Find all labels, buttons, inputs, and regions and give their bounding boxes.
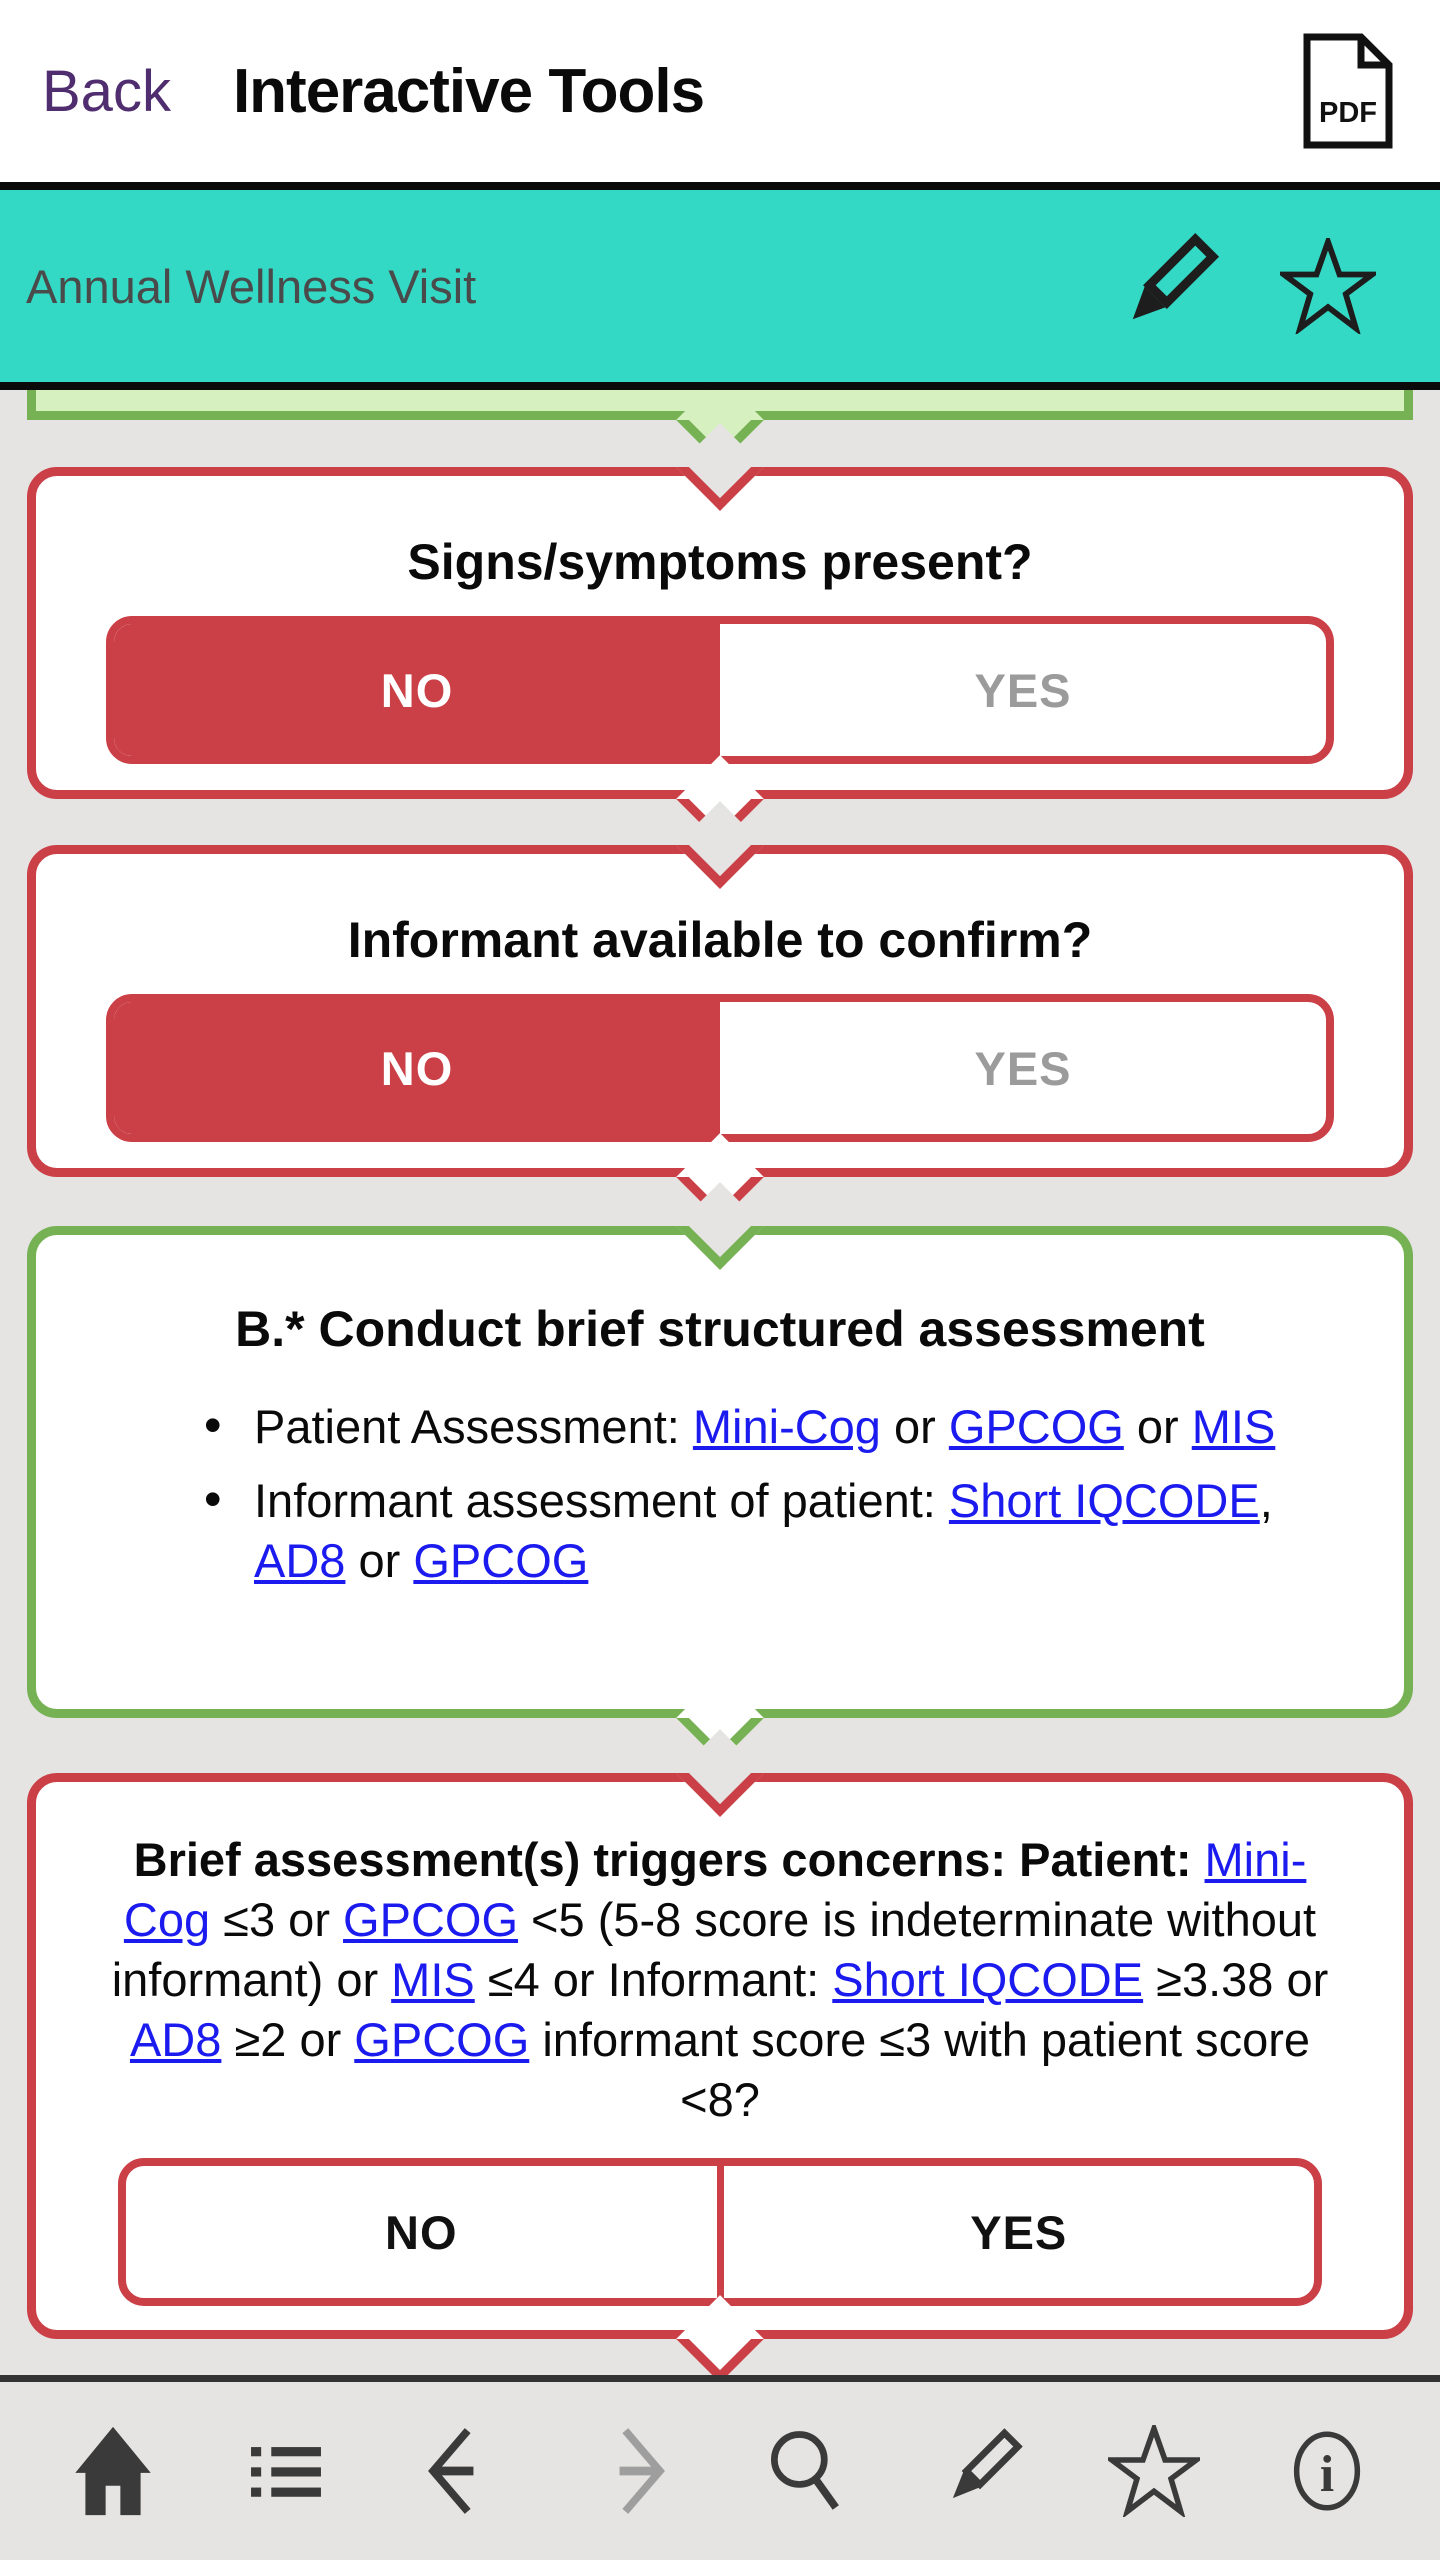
- answer-button-group: [118, 2158, 1322, 2306]
- inline-link[interactable]: Mini-Cog: [123, 1833, 1307, 1946]
- pdf-export-icon[interactable]: [1298, 32, 1398, 150]
- divider-line: [0, 382, 1440, 390]
- question-title: Informant available to confirm?: [347, 912, 1093, 968]
- yes-button[interactable]: YES: [970, 2205, 1068, 2259]
- wellness-banner: [0, 190, 1440, 382]
- text-segment: ≤3 or: [210, 1893, 344, 1946]
- text-segment: or: [1123, 1400, 1192, 1453]
- inline-link[interactable]: Mini-Cog: [692, 1400, 881, 1453]
- forward-arrow-icon[interactable]: [583, 2421, 683, 2521]
- text-segment: ≥2 or: [221, 2013, 355, 2066]
- connector-notch: [676, 1182, 764, 1270]
- inline-link[interactable]: MIS: [391, 1953, 475, 2006]
- no-button[interactable]: NO: [126, 2166, 724, 2298]
- inline-link[interactable]: GPCOG: [343, 1893, 518, 1946]
- edit-pencil-icon[interactable]: [930, 2421, 1030, 2521]
- question-title: Signs/symptoms present?: [407, 534, 1033, 590]
- text-segment: or: [345, 1534, 414, 1587]
- no-button[interactable]: NO: [114, 1002, 720, 1134]
- text-segment: Brief assessment(s) triggers concerns: Patient:: [133, 1833, 1205, 1886]
- toolbar-divider-line: [0, 2375, 1440, 2382]
- text-segment: ≥3.38 or: [1143, 1953, 1329, 2006]
- bullet-item: [254, 1397, 1334, 1457]
- connector-notch: [676, 1729, 764, 1817]
- assessment-bullet-list: [76, 1397, 1364, 1591]
- answer-button-group: [106, 994, 1334, 1142]
- text-segment: ≤4 or Informant:: [474, 1953, 833, 2006]
- inline-link[interactable]: AD8: [129, 2013, 222, 2066]
- svg-text:i: i: [1320, 2446, 1335, 2504]
- flow-node-triggers-concerns: [27, 1773, 1413, 2339]
- back-arrow-icon[interactable]: [410, 2421, 510, 2521]
- inline-link[interactable]: Short IQCODE: [832, 1953, 1144, 2006]
- question-title: [88, 1830, 1352, 2130]
- tool-title: Annual Wellness Visit: [26, 259, 477, 313]
- flow-node-previous-partial: [27, 390, 1413, 420]
- flow-node-signs-symptoms: [27, 467, 1413, 799]
- inline-link[interactable]: GPCOG: [948, 1400, 1124, 1453]
- flow-node-structured-assessment: [27, 1226, 1413, 1718]
- connector-notch: [676, 801, 764, 889]
- back-button[interactable]: Back: [42, 58, 171, 124]
- answer-button-group: [106, 616, 1334, 764]
- yes-button[interactable]: YES: [974, 663, 1072, 717]
- no-button[interactable]: NO: [114, 624, 720, 756]
- connector-notch: [676, 423, 764, 511]
- text-segment: Patient Assessment:: [254, 1400, 693, 1453]
- search-icon[interactable]: [757, 2421, 857, 2521]
- assessment-title: B.* Conduct brief structured assessment: [235, 1301, 1205, 1357]
- inline-link[interactable]: MIS: [1191, 1400, 1276, 1453]
- home-icon[interactable]: [63, 2421, 163, 2521]
- page-title: Interactive Tools: [232, 56, 705, 126]
- text-segment: Informant assessment of patient:: [254, 1474, 949, 1527]
- inline-link[interactable]: Short IQCODE: [948, 1474, 1260, 1527]
- favorite-star-icon[interactable]: [1280, 238, 1376, 334]
- yes-button[interactable]: YES: [974, 1041, 1072, 1095]
- inline-link[interactable]: GPCOG: [413, 1534, 589, 1587]
- connector-arrow-down: [676, 2295, 764, 2375]
- edit-pencil-icon[interactable]: [1110, 230, 1222, 342]
- info-icon[interactable]: [1277, 2421, 1377, 2521]
- flow-node-informant-available: [27, 845, 1413, 1177]
- text-segment: <5 (5-8 score is indeterminate without informant) or: [111, 1893, 1317, 2006]
- list-icon[interactable]: [236, 2421, 336, 2521]
- svg-text:PDF: PDF: [1319, 97, 1377, 129]
- bottom-toolbar: [0, 2382, 1440, 2560]
- inline-link[interactable]: GPCOG: [354, 2013, 530, 2066]
- app-header: [0, 0, 1440, 182]
- bullet-item: [254, 1471, 1334, 1591]
- text-segment: informant score ≤3 with patient score <8?: [529, 2013, 1311, 2126]
- text-segment: ,: [1259, 1474, 1273, 1527]
- text-segment: or: [880, 1400, 949, 1453]
- divider-line: [0, 182, 1440, 190]
- inline-link[interactable]: AD8: [254, 1534, 346, 1587]
- favorite-star-icon[interactable]: [1104, 2421, 1204, 2521]
- flowchart-scroll-area[interactable]: [0, 390, 1440, 2375]
